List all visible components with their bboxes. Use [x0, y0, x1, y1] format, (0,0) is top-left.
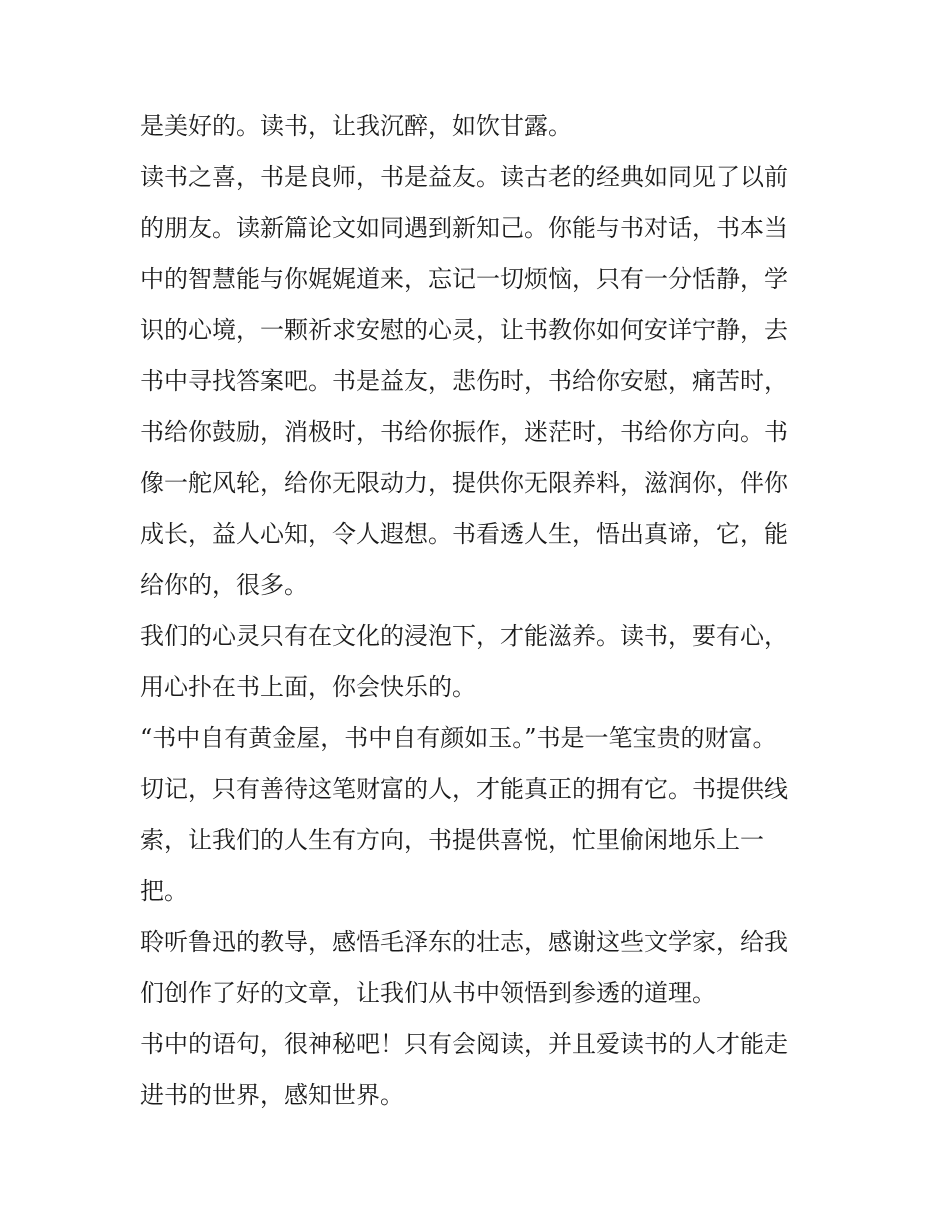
text-line: 切记，只有善待这笔财富的人，才能真正的拥有它。书提供线	[140, 775, 788, 803]
text-line: 成长，益人心知，令人遐想。书看透人生，悟出真谛，它，能	[140, 520, 788, 548]
text-line: 索，让我们的人生有方向，书提供喜悦，忙里偷闲地乐上一	[140, 826, 764, 854]
text-line: 读书之喜，书是良师，书是益友。读古老的经典如同见了以前	[140, 163, 788, 191]
text-line: 中的智慧能与你娓娓道来，忘记一切烦恼，只有一分恬静，学	[140, 265, 788, 293]
text-line: “书中自有黄金屋，书中自有颜如玉。”书是一笔宝贵的财富。	[140, 724, 777, 752]
text-line: 给你的，很多。	[140, 571, 308, 599]
text-line: 是美好的。读书，让我沉醉，如饮甘露。	[140, 112, 572, 140]
text-line: 书给你鼓励，消极时，书给你振作，迷茫时，书给你方向。书	[140, 418, 788, 446]
text-line: 识的心境，一颗祈求安慰的心灵，让书教你如何安详宁静，去	[140, 316, 788, 344]
text-line: 用心扑在书上面，你会快乐的。	[140, 673, 476, 701]
text-line: 我们的心灵只有在文化的浸泡下，才能滋养。读书，要有心，	[140, 622, 788, 650]
text-line: 们创作了好的文章，让我们从书中领悟到参透的道理。	[140, 979, 716, 1007]
body-text	[140, 101, 830, 1121]
text-line: 书中寻找答案吧。书是益友，悲伤时，书给你安慰，痛苦时，	[140, 367, 788, 395]
text-line: 进书的世界，感知世界。	[140, 1081, 404, 1109]
text-line: 聆听鲁迅的教导，感悟毛泽东的壮志，感谢这些文学家，给我	[140, 928, 788, 956]
text-line: 的朋友。读新篇论文如同遇到新知己。你能与书对话，书本当	[140, 214, 788, 242]
text-line: 书中的语句，很神秘吧！只有会阅读，并且爱读书的人才能走	[140, 1030, 788, 1058]
text-line: 把。	[140, 877, 188, 905]
text-line: 像一舵风轮，给你无限动力，提供你无限养料，滋润你，伴你	[140, 469, 788, 497]
